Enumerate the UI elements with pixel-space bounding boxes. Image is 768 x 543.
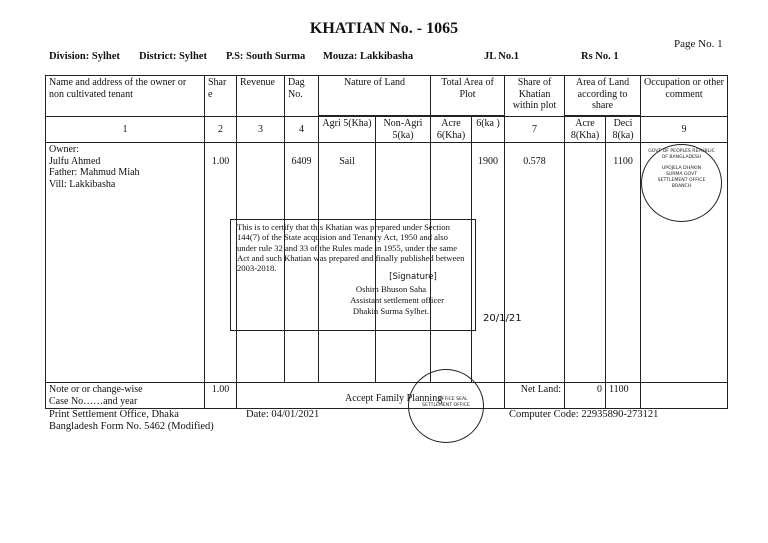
col-number-7: 7 xyxy=(505,117,565,143)
net-land-label: Net Land: xyxy=(505,383,565,409)
dag-value: 6409 xyxy=(285,143,319,383)
col-deci8-header: Deci 8(ka) xyxy=(606,117,641,143)
col-number-1: 1 xyxy=(46,117,205,143)
signature: [Signature] xyxy=(389,272,437,282)
owner-village: Vill: Lakkibasha xyxy=(49,178,116,190)
number-row xyxy=(46,117,728,143)
office-seal-line1: OFFICE SEAL xyxy=(438,397,468,402)
jl-number: JL No.1 xyxy=(484,51,520,62)
col-occupation-header: Occupation or other comment xyxy=(641,76,728,117)
certification-box xyxy=(230,219,476,331)
net-land-comment xyxy=(641,383,728,409)
land-type-value: Sail xyxy=(319,143,376,383)
khatian-title: KHATIAN No. - 1065 xyxy=(309,20,459,37)
col-nonagri-header: Non-Agri 5(ka) xyxy=(376,117,431,143)
govt-stamp-line2: UPOJELA DHAKIN SURMA GOVT SETTLEMENT OFFICE BRANCH xyxy=(657,166,706,189)
office-seal-line2: SETTLEMENT OFFICE xyxy=(422,403,470,408)
certification-text: This is to certify that this Khatian was prepared under Section 144(7) of the State acquision and Tenancy Act, 1950 and also under rule 32 and 33 of the Rules made in 1955, under the same Act and such Khatian was prepared and finally published between 2003-2018. xyxy=(237,222,465,274)
officer-name: Oshim Bhuson Saha xyxy=(355,284,427,294)
col-area-share-header: Area of Land according to share xyxy=(565,76,641,116)
col-share-khatian-header: Share of Khatian within plot xyxy=(505,76,565,117)
col-dag-header: Dag No. xyxy=(285,76,319,117)
total-area-value: 1900 xyxy=(472,143,505,383)
col-acre8-header: Acre 8(Kha) xyxy=(565,117,606,143)
owner-father: Father: Mahmud Miah xyxy=(49,167,140,178)
print-date: Date: 04/01/2021 xyxy=(246,409,320,420)
col-number-4: 4 xyxy=(285,117,319,143)
col-revenue-header: Revenue xyxy=(237,76,285,117)
note-cell xyxy=(46,383,205,409)
note-text: Note or or change-wise xyxy=(49,384,143,395)
acre8-value xyxy=(565,143,606,383)
officer-office: Dhakin Surma Sylhet. xyxy=(352,306,430,316)
col-agri-header: Agri 5(Kha) xyxy=(319,117,376,143)
col-number-2: 2 xyxy=(205,117,237,143)
col-number-3: 3 xyxy=(237,117,285,143)
case-text: Case No……and year xyxy=(49,395,138,407)
net-land-deci: 1100 xyxy=(606,383,641,409)
owner-label: Owner: xyxy=(49,144,79,155)
col-nature-header: Nature of Land xyxy=(319,76,431,116)
col-number-9: 9 xyxy=(641,117,728,143)
signature-date: 20/1/21 xyxy=(483,313,522,324)
deci8-value: 1100 xyxy=(606,143,641,383)
govt-stamp xyxy=(641,144,722,222)
office-seal-stamp xyxy=(408,369,484,443)
col-ka6-header: 6(ka ) xyxy=(472,117,505,143)
govt-stamp-line1: GOVT OF PEOPLES REPUBLIC OF BANGLADESH xyxy=(648,149,715,160)
form-number: Bangladesh Form No. 5462 (Modified) xyxy=(49,421,214,432)
col-share-header: Shar e xyxy=(205,76,237,117)
page-number: Page No. 1 xyxy=(674,38,723,50)
accept-text: Accept Family Planning xyxy=(345,393,443,404)
computer-code: Computer Code: 22935890-273121 xyxy=(509,409,659,420)
police-station: P.S: South Surma xyxy=(226,51,306,62)
owner-name: Julfu Ahmed xyxy=(49,155,101,167)
district: District: Sylhet xyxy=(139,51,207,62)
share-value: 1.00 xyxy=(205,143,237,383)
mouza: Mouza: Lakkibasha xyxy=(323,51,414,62)
footer-row xyxy=(46,383,728,409)
net-land-acre: 0 xyxy=(565,383,606,409)
rs-number: Rs No. 1 xyxy=(581,51,619,62)
footer-share-value: 1.00 xyxy=(205,383,237,409)
print-office: Print Settlement Office, Dhaka xyxy=(49,409,179,420)
col-owner-header: Name and address of the owner or non cultivated tenant xyxy=(46,76,205,117)
division: Division: Sylhet xyxy=(49,51,120,62)
header-row xyxy=(46,76,728,116)
col-total-area-header: Total Area of Plot xyxy=(431,76,505,116)
officer-designation: Assistant settlement officer xyxy=(350,295,444,305)
owner-cell xyxy=(46,143,205,383)
share-khatian-value: 0.578 xyxy=(505,143,565,383)
col-acre6-header: Acre 6(Kha) xyxy=(431,117,472,143)
